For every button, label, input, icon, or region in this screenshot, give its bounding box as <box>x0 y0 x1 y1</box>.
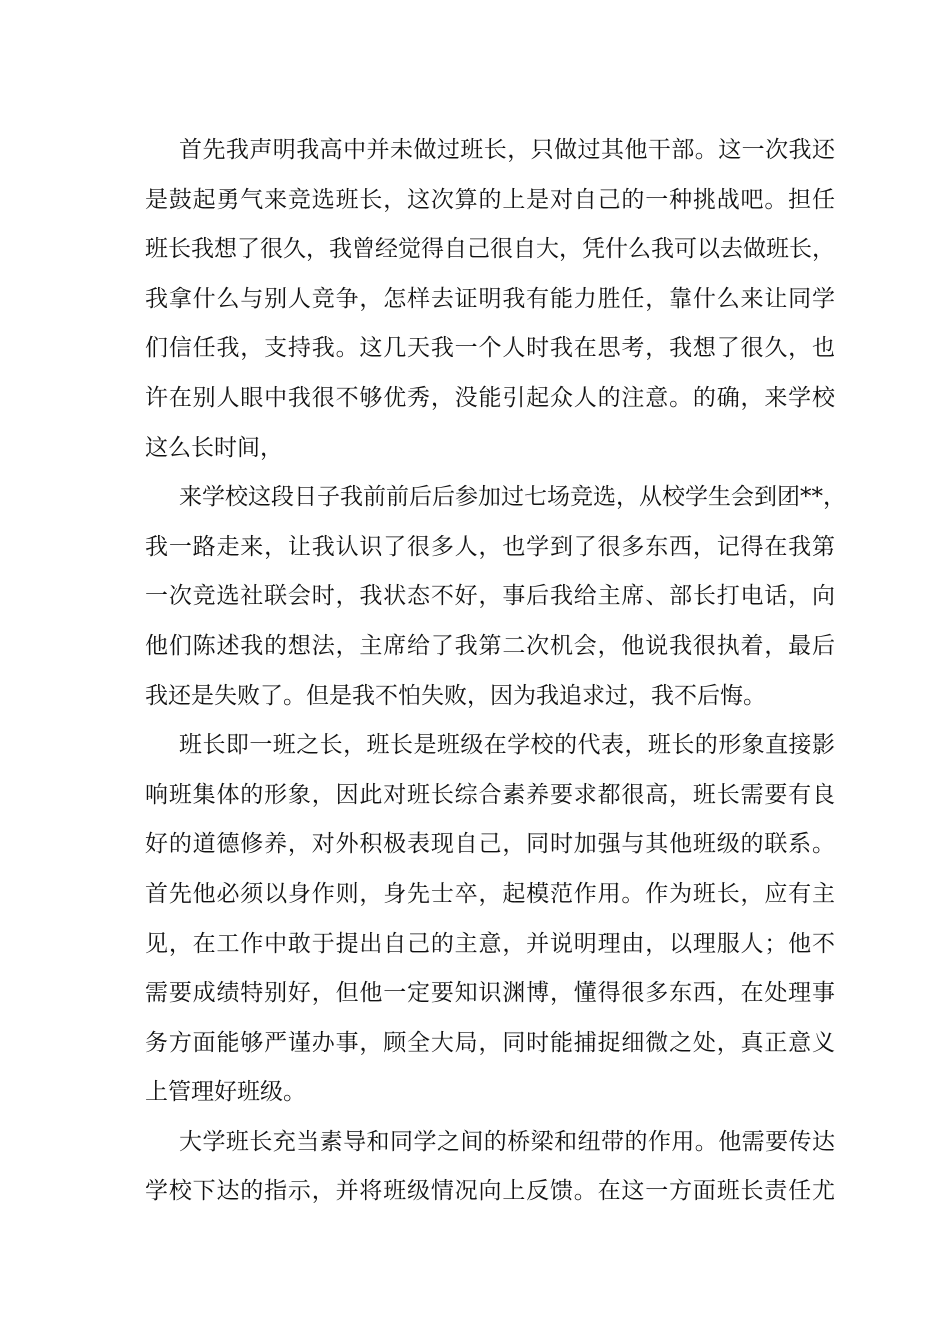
text-line: 见，在工作中敢于提出自己的主意，并说明理由，以理服人；他不 <box>145 930 835 957</box>
text-line: 上管理好班级。 <box>145 1079 306 1106</box>
paragraph <box>145 126 835 473</box>
paragraph <box>145 1118 835 1217</box>
text-line: 班长即一班之长，班长是班级在学校的代表，班长的形象直接影 <box>179 732 835 759</box>
text-line: 响班集体的形象，因此对班长综合素养要求都很高，班长需要有良 <box>145 781 835 808</box>
text-line: 我拿什么与别人竞争，怎样去证明我有能力胜任，靠什么来让同学 <box>145 285 835 312</box>
text-line: 他们陈述我的想法，主席给了我第二次机会，他说我很执着，最后 <box>145 632 835 659</box>
text-line: 我还是失败了。但是我不怕失败，因为我追求过，我不后悔。 <box>145 682 766 709</box>
text-line: 首先我声明我高中并未做过班长，只做过其他干部。这一次我还 <box>179 137 835 163</box>
text-line: 需要成绩特别好，但他一定要知识渊博，懂得很多东西，在处理事 <box>145 980 835 1007</box>
text-line: 来学校这段日子我前前后后参加过七场竞选，从校学生会到团**， <box>179 484 846 511</box>
text-line: 这么长时间， <box>145 434 283 461</box>
text-line: 们信任我，支持我。这几天我一个人时我在思考，我想了很久，也 <box>145 335 835 362</box>
text-line: 学校下达的指示，并将班级情况向上反馈。在这一方面班长责任尤 <box>145 1178 835 1205</box>
text-line: 我一路走来，让我认识了很多人，也学到了很多东西，记得在我第 <box>145 533 835 560</box>
text-line: 一次竞选社联会时，我状态不好，事后我给主席、部长打电话，向 <box>145 583 835 610</box>
text-line: 好的道德修养，对外积极表现自己，同时加强与其他班级的联系。 <box>145 831 835 858</box>
text-line: 首先他必须以身作则，身先士卒，起模范作用。作为班长，应有主 <box>145 880 835 907</box>
text-line: 务方面能够严谨办事，顾全大局，同时能捕捉细微之处，真正意义 <box>145 1029 835 1056</box>
text-line: 许在别人眼中我很不够优秀，没能引起众人的注意。的确，来学校 <box>145 384 835 411</box>
body-text <box>145 126 846 1217</box>
paragraph <box>145 473 846 721</box>
paragraph <box>145 721 835 1118</box>
text-line: 班长我想了很久，我曾经觉得自己很自大，凭什么我可以去做班长， <box>145 236 835 263</box>
text-line: 是鼓起勇气来竞选班长，这次算的上是对自己的一种挑战吧。担任 <box>145 186 835 213</box>
text-line: 大学班长充当素导和同学之间的桥梁和纽带的作用。他需要传达 <box>179 1128 835 1155</box>
